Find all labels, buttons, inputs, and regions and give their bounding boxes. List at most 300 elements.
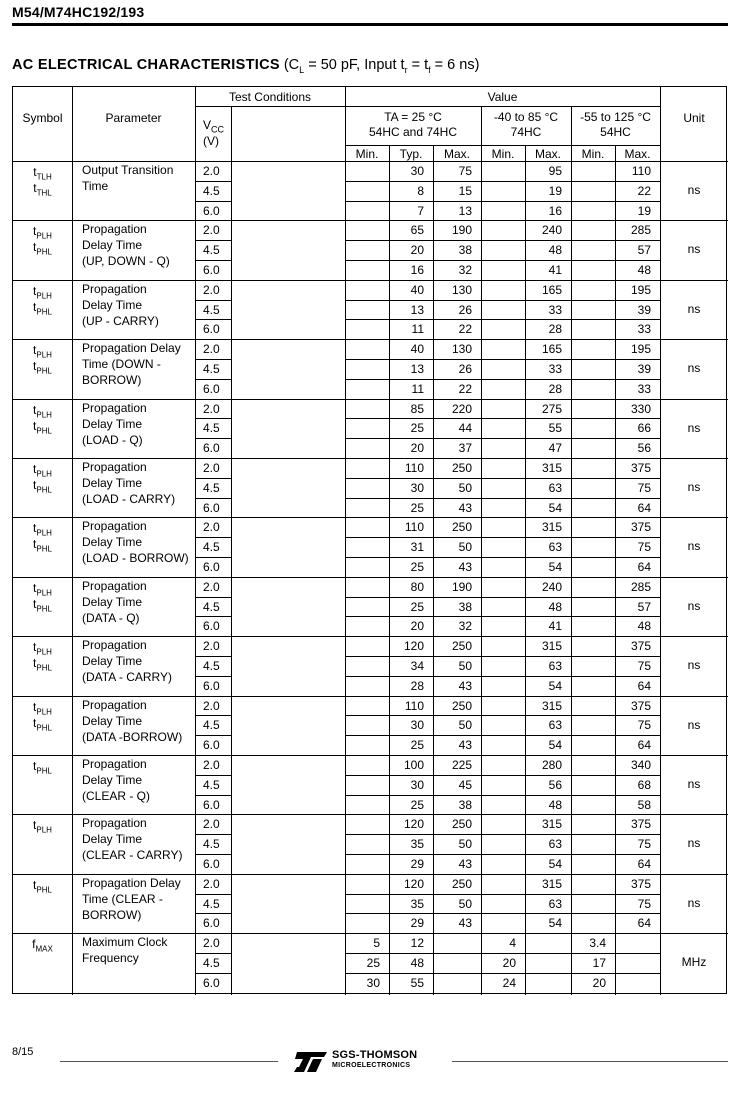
- value-cell-max85: 315: [541, 698, 562, 713]
- value-cell-max25: 26: [458, 302, 472, 317]
- grid-line: [13, 399, 728, 400]
- grid-line: [195, 201, 231, 202]
- value-cell-max25: 250: [451, 639, 472, 654]
- vcc-cell: 6.0: [203, 857, 220, 871]
- value-cell-max125: 75: [637, 718, 651, 733]
- brand-division: MICROELECTRONICS: [332, 1062, 411, 1069]
- col-header-max: Max.: [624, 147, 651, 161]
- unit-cell: ns: [687, 717, 701, 732]
- vcc-cell: 6.0: [203, 322, 220, 337]
- grid-line: [345, 260, 660, 261]
- symbol-cell: $t_{THL}$: [33, 181, 52, 198]
- grid-line: [345, 145, 660, 146]
- value-cell-max25: 43: [458, 678, 472, 693]
- value-cell-typ: 120: [403, 817, 424, 832]
- vcc-cell: 4.5: [203, 243, 220, 258]
- col-header-min: Min.: [581, 147, 605, 161]
- value-cell-max125: 57: [637, 599, 651, 614]
- value-cell-max25: 38: [458, 243, 472, 258]
- value-cell-max125: 75: [637, 540, 651, 555]
- value-cell-max25: 32: [458, 263, 472, 277]
- symbol-cell: $t_{PHL}$: [33, 299, 52, 317]
- value-cell-max25: 50: [458, 718, 472, 733]
- parameter-cell: (LOAD - Q): [82, 432, 143, 447]
- grid-line: [13, 280, 728, 281]
- symbol-cell: $t_{PHL}$: [33, 715, 52, 732]
- vcc-cell: 2.0: [203, 698, 220, 713]
- page-number: 8/15: [12, 1046, 34, 1058]
- parameter-cell: (UP, DOWN - Q): [82, 254, 170, 269]
- grid-line: [345, 676, 660, 677]
- parameter-cell: Propagation: [82, 816, 147, 831]
- col-header-test-conditions: Test Conditions: [228, 90, 312, 104]
- col-header-ta85-family: 74HC: [510, 125, 542, 139]
- grid-line: [195, 973, 231, 974]
- grid-line: [345, 418, 660, 419]
- symbol-cell: $f_{MAX}$: [32, 937, 53, 954]
- value-cell-max125: 58: [637, 797, 651, 812]
- value-cell-max85: 165: [541, 282, 562, 297]
- value-cell-max85: 54: [548, 738, 562, 753]
- value-cell-max85: 63: [548, 540, 562, 555]
- vcc-cell: 6.0: [203, 678, 220, 693]
- col-header-typ: Typ.: [399, 147, 423, 161]
- value-cell-typ: 29: [410, 916, 424, 931]
- value-cell-max25: 43: [458, 857, 472, 871]
- grid-line: [195, 537, 231, 538]
- value-cell-typ: 20: [410, 243, 424, 258]
- value-cell-max125: 39: [637, 302, 651, 317]
- vcc-cell: 2.0: [203, 817, 220, 832]
- symbol-cell: $t_{PLH}$: [33, 640, 52, 657]
- grid-line: [13, 517, 728, 518]
- unit-cell: ns: [687, 658, 701, 673]
- value-cell-max85: 28: [548, 322, 562, 337]
- value-cell-max125: 375: [630, 817, 651, 832]
- vcc-cell: 2.0: [203, 401, 220, 416]
- value-cell-max85: 240: [541, 223, 562, 238]
- grid-line: [195, 359, 231, 360]
- value-cell-max85: 33: [548, 362, 562, 376]
- grid-line: [345, 240, 660, 241]
- value-cell-typ: 55: [410, 975, 424, 990]
- unit-cell: ns: [687, 777, 701, 791]
- value-cell-typ: 80: [410, 579, 424, 594]
- value-cell-min85: 4: [509, 936, 516, 951]
- grid-line: [13, 933, 728, 934]
- unit-cell: ns: [687, 242, 701, 257]
- value-cell-max25: 50: [458, 837, 472, 852]
- symbol-cell: $t_{PLH}$: [33, 283, 52, 301]
- parameter-cell: Propagation: [82, 578, 147, 593]
- grid-line: [195, 379, 231, 380]
- vcc-cell: 2.0: [203, 936, 220, 951]
- value-cell-max25: 50: [458, 540, 472, 555]
- symbol-cell: $t_{PHL}$: [33, 537, 52, 554]
- value-cell-max125: 75: [637, 659, 651, 673]
- value-cell-max85: 315: [541, 461, 562, 475]
- value-cell-max85: 280: [541, 758, 562, 772]
- grid-line: [345, 913, 660, 914]
- col-header-max: Max.: [443, 147, 470, 161]
- grid-line: [13, 161, 728, 162]
- vcc-cell: 2.0: [203, 282, 220, 297]
- value-cell-max125: 375: [630, 520, 651, 535]
- value-cell-max25: 250: [451, 698, 472, 713]
- value-cell-min125: 20: [592, 975, 606, 990]
- grid-line: [345, 201, 660, 202]
- parameter-cell: Propagation: [82, 697, 147, 712]
- symbol-cell: $t_{PLH}$: [33, 343, 52, 360]
- value-cell-max125: 64: [637, 738, 651, 753]
- symbol-cell: $t_{PLH}$: [33, 521, 52, 538]
- value-cell-max125: 195: [630, 342, 651, 357]
- value-cell-max125: 22: [637, 183, 651, 198]
- grid-line: [345, 478, 660, 479]
- value-cell-typ: 25: [410, 560, 424, 574]
- value-cell-max25: 13: [458, 203, 472, 218]
- value-cell-typ: 35: [410, 896, 424, 911]
- col-header-ta125: -55 to 125 °C: [580, 110, 651, 124]
- value-cell-max25: 43: [458, 916, 472, 931]
- grid-line: [13, 696, 728, 697]
- value-cell-max125: 375: [630, 639, 651, 654]
- parameter-cell: Delay Time: [82, 535, 143, 550]
- vcc-cell: 6.0: [203, 916, 220, 931]
- parameter-cell: Delay Time: [82, 832, 143, 847]
- value-cell-typ: 30: [410, 164, 424, 178]
- grid-line: [13, 458, 728, 459]
- value-cell-typ: 40: [410, 342, 424, 357]
- section-conditions: ($C_L = 50$ pF, Input $t_r = t_f = 6$ ns): [279, 57, 480, 75]
- col-header-min: Min.: [491, 147, 515, 161]
- parameter-cell: Delay Time: [82, 654, 143, 669]
- value-cell-typ: 20: [410, 441, 424, 456]
- value-cell-typ: 13: [410, 362, 424, 376]
- col-header-parameter: Parameter: [105, 111, 162, 125]
- value-cell-max85: 165: [541, 342, 562, 357]
- value-cell-typ: 11: [411, 322, 424, 337]
- value-cell-max125: 48: [637, 263, 651, 277]
- value-cell-max85: 41: [548, 619, 562, 634]
- col-header-min: Min.: [355, 147, 379, 161]
- value-cell-typ: 20: [410, 619, 424, 634]
- value-cell-typ: 12: [410, 936, 424, 951]
- symbol-cell: $t_{PLH}$: [33, 818, 52, 835]
- value-cell-max25: 15: [458, 183, 472, 198]
- col-header-ta85: -40 to 85 °C: [493, 110, 559, 124]
- value-cell-max25: 50: [458, 896, 472, 911]
- parameter-cell: Propagation: [82, 281, 147, 296]
- value-cell-max125: 39: [637, 362, 651, 376]
- unit-cell: ns: [687, 895, 701, 910]
- grid-line: [195, 894, 231, 895]
- value-cell-max85: 48: [548, 797, 562, 812]
- value-cell-max85: 41: [548, 263, 562, 277]
- value-cell-max125: 75: [637, 837, 651, 852]
- grid-line: [345, 597, 660, 598]
- vcc-cell: 4.5: [203, 659, 220, 673]
- grid-line: [195, 616, 231, 617]
- value-cell-max125: 19: [637, 203, 651, 218]
- footer-rule-right: [452, 1061, 728, 1062]
- value-cell-max25: 190: [451, 223, 472, 238]
- symbol-cell: $t_{PLH}$: [33, 699, 52, 716]
- grid-line: [195, 735, 231, 736]
- value-cell-max85: 48: [548, 243, 562, 258]
- value-cell-max25: 250: [451, 520, 472, 535]
- vcc-cell: 2.0: [203, 342, 220, 357]
- vcc-cell: 4.5: [203, 896, 220, 911]
- symbol-cell: $t_{PHL}$: [33, 596, 52, 614]
- value-cell-max85: 54: [548, 916, 562, 931]
- value-cell-max85: 54: [548, 500, 562, 515]
- unit-cell: ns: [687, 183, 701, 197]
- value-cell-max125: 340: [630, 758, 651, 772]
- parameter-cell: Output Transition: [82, 163, 174, 177]
- value-cell-min85: 24: [502, 975, 516, 990]
- parameter-cell: Delay Time: [82, 238, 143, 253]
- grid-line: [195, 260, 231, 261]
- symbol-cell: $t_{TLH}$: [33, 165, 52, 182]
- grid-line: [195, 478, 231, 479]
- unit-cell: ns: [687, 539, 701, 554]
- value-cell-max125: 64: [637, 678, 651, 693]
- vcc-cell: 4.5: [203, 837, 220, 852]
- value-cell-max25: 43: [458, 738, 472, 753]
- grid-line: [195, 557, 231, 558]
- vcc-cell: 6.0: [203, 619, 220, 634]
- grid-line: [13, 577, 728, 578]
- col-header-vcc: $V_{CC}$: [203, 118, 225, 135]
- vcc-cell: 6.0: [203, 738, 220, 753]
- unit-cell: MHz: [681, 955, 707, 970]
- value-cell-typ: 120: [403, 876, 424, 891]
- value-cell-max125: 64: [637, 500, 651, 515]
- vcc-cell: 4.5: [203, 956, 220, 970]
- value-cell-typ: 110: [404, 461, 424, 475]
- grid-line: [195, 656, 231, 657]
- value-cell-typ: 28: [410, 678, 424, 693]
- grid-line: [345, 775, 660, 776]
- parameter-cell: Delay Time: [82, 416, 143, 431]
- vcc-cell: 6.0: [203, 797, 220, 812]
- value-cell-max85: 315: [541, 520, 562, 535]
- vcc-cell: 4.5: [203, 480, 220, 495]
- symbol-cell: $t_{PHL}$: [33, 418, 52, 435]
- grid-line: [195, 854, 231, 855]
- value-cell-max85: 56: [548, 777, 562, 792]
- grid-line: [345, 973, 660, 974]
- value-cell-max125: 110: [631, 164, 651, 178]
- parameter-cell: Propagation: [82, 222, 147, 237]
- parameter-cell: Time: [82, 179, 109, 193]
- value-cell-max125: 375: [630, 461, 651, 475]
- grid-line: [345, 715, 660, 716]
- grid-line: [345, 735, 660, 736]
- parameter-cell: Delay Time: [82, 594, 143, 609]
- value-cell-min25: 30: [366, 975, 380, 990]
- parameter-cell: (LOAD - BORROW): [82, 551, 189, 566]
- value-cell-max85: 63: [548, 837, 562, 852]
- value-cell-typ: 30: [410, 777, 424, 792]
- grid-line: [195, 913, 231, 914]
- value-cell-max125: 285: [630, 579, 651, 594]
- grid-line: [345, 616, 660, 617]
- grid-line: [195, 438, 231, 439]
- value-cell-max25: 37: [458, 441, 472, 456]
- grid-line: [345, 498, 660, 499]
- col-header-unit: Unit: [683, 111, 705, 125]
- symbol-cell: $t_{PLH}$: [33, 224, 52, 241]
- value-cell-max85: 19: [548, 183, 562, 198]
- grid-line: [195, 319, 231, 320]
- value-cell-max125: 375: [630, 698, 651, 713]
- grid-line: [195, 676, 231, 677]
- vcc-cell: 4.5: [203, 421, 220, 436]
- value-cell-max85: 315: [541, 876, 562, 891]
- parameter-cell: (LOAD - CARRY): [82, 492, 176, 506]
- grid-line: [345, 795, 660, 796]
- col-header-symbol: Symbol: [22, 111, 63, 125]
- grid-line: [13, 814, 728, 815]
- footer-rule-left: [60, 1061, 278, 1062]
- section-title-text: AC ELECTRICAL CHARACTERISTICS: [12, 57, 280, 73]
- value-cell-typ: 110: [404, 520, 424, 535]
- value-cell-max85: 315: [541, 817, 562, 832]
- brand-logo-text: [332, 1050, 417, 1070]
- grid-line: [345, 953, 660, 954]
- value-cell-max25: 75: [458, 164, 472, 178]
- value-cell-min25: 5: [373, 936, 380, 951]
- value-cell-typ: 30: [410, 718, 424, 733]
- parameter-cell: Propagation Delay: [82, 875, 181, 890]
- parameter-cell: Propagation: [82, 400, 147, 415]
- value-cell-typ: 25: [410, 500, 424, 515]
- value-cell-max25: 250: [451, 461, 472, 475]
- vcc-cell: 4.5: [203, 718, 220, 733]
- value-cell-max25: 130: [451, 342, 472, 357]
- parameter-cell: (DATA - CARRY): [82, 670, 173, 685]
- parameter-cell: BORROW): [82, 907, 142, 922]
- section-title: [12, 57, 479, 75]
- grid-line: [195, 775, 231, 776]
- value-cell-max85: 16: [548, 203, 562, 218]
- col-header-vcc-unit: (V): [203, 134, 219, 148]
- value-cell-max125: 68: [637, 777, 651, 792]
- value-cell-typ: 7: [417, 203, 424, 218]
- ac-characteristics-table: [12, 86, 727, 994]
- value-cell-typ: 25: [410, 738, 424, 753]
- parameter-cell: (CLEAR - Q): [82, 789, 151, 803]
- value-cell-min85: 20: [502, 956, 516, 970]
- col-header-ta25: TA = 25 °C: [384, 110, 442, 124]
- col-header-ta25-family: 54HC and 74HC: [368, 125, 458, 139]
- value-cell-max85: 47: [548, 441, 562, 456]
- parameter-cell: Delay Time: [82, 773, 143, 787]
- symbol-cell: $t_{PHL}$: [33, 759, 52, 776]
- value-cell-max85: 48: [548, 599, 562, 614]
- grid-line: [345, 319, 660, 320]
- grid-line: [13, 220, 728, 221]
- value-cell-typ: 48: [410, 956, 424, 970]
- grid-line: [195, 795, 231, 796]
- col-header-ta125-family: 54HC: [600, 125, 631, 139]
- value-cell-max85: 54: [548, 560, 562, 574]
- value-cell-typ: 11: [411, 381, 424, 396]
- vcc-cell: 2.0: [203, 164, 220, 178]
- value-cell-max125: 66: [637, 421, 651, 436]
- value-cell-max85: 63: [548, 718, 562, 733]
- value-cell-typ: 100: [403, 758, 424, 772]
- value-cell-max25: 22: [458, 322, 472, 337]
- vcc-cell: 6.0: [203, 203, 220, 218]
- st-logo-icon: [291, 1050, 329, 1074]
- vcc-cell: 6.0: [203, 441, 220, 456]
- value-cell-typ: 40: [410, 282, 424, 297]
- vcc-cell: 4.5: [203, 777, 220, 792]
- parameter-cell: Delay Time: [82, 713, 143, 728]
- symbol-cell: $t_{PHL}$: [33, 478, 52, 495]
- value-cell-max85: 63: [548, 659, 562, 673]
- value-cell-max25: 250: [451, 817, 472, 832]
- vcc-cell: 4.5: [203, 599, 220, 614]
- vcc-cell: 4.5: [203, 540, 220, 555]
- grid-line: [345, 854, 660, 855]
- grid-line: [345, 379, 660, 380]
- symbol-cell: $t_{PHL}$: [33, 877, 52, 895]
- value-cell-typ: 110: [404, 698, 424, 713]
- value-cell-max25: 43: [458, 500, 472, 515]
- grid-line: [13, 636, 728, 637]
- grid-line: [345, 181, 660, 182]
- parameter-cell: Time (DOWN -: [82, 357, 161, 372]
- value-cell-max125: 57: [637, 243, 651, 258]
- parameter-cell: Delay Time: [82, 297, 143, 312]
- value-cell-max125: 375: [630, 876, 651, 891]
- value-cell-max25: 130: [451, 282, 472, 297]
- symbol-cell: $t_{PLH}$: [33, 462, 52, 479]
- value-cell-max25: 26: [458, 362, 472, 376]
- parameter-cell: Time (CLEAR -: [82, 891, 163, 906]
- grid-line: [195, 498, 231, 499]
- parameter-cell: Frequency: [82, 951, 139, 966]
- value-cell-max125: 75: [637, 896, 651, 911]
- value-cell-max85: 28: [548, 381, 562, 396]
- value-cell-max25: 45: [458, 777, 472, 792]
- value-cell-typ: 85: [410, 401, 424, 416]
- parameter-cell: Propagation: [82, 460, 147, 474]
- value-cell-max25: 50: [458, 480, 472, 495]
- value-cell-max25: 250: [451, 876, 472, 891]
- parameter-cell: (UP - CARRY): [82, 313, 159, 328]
- grid-line: [195, 106, 660, 107]
- grid-line: [195, 597, 231, 598]
- value-cell-max85: 63: [548, 896, 562, 911]
- value-cell-max85: 63: [548, 480, 562, 495]
- parameter-cell: Propagation: [82, 519, 147, 534]
- unit-cell: ns: [687, 420, 701, 435]
- parameter-cell: Delay Time: [82, 476, 143, 490]
- value-cell-max85: 55: [548, 421, 562, 436]
- symbol-cell: $t_{PLH}$: [33, 580, 52, 598]
- grid-line: [345, 557, 660, 558]
- value-cell-min125: 17: [592, 956, 606, 970]
- symbol-cell: $t_{PHL}$: [33, 656, 52, 673]
- value-cell-max25: 38: [458, 599, 472, 614]
- value-cell-max125: 56: [637, 441, 651, 456]
- page-header-title: M54/M74HC192/193: [12, 4, 145, 20]
